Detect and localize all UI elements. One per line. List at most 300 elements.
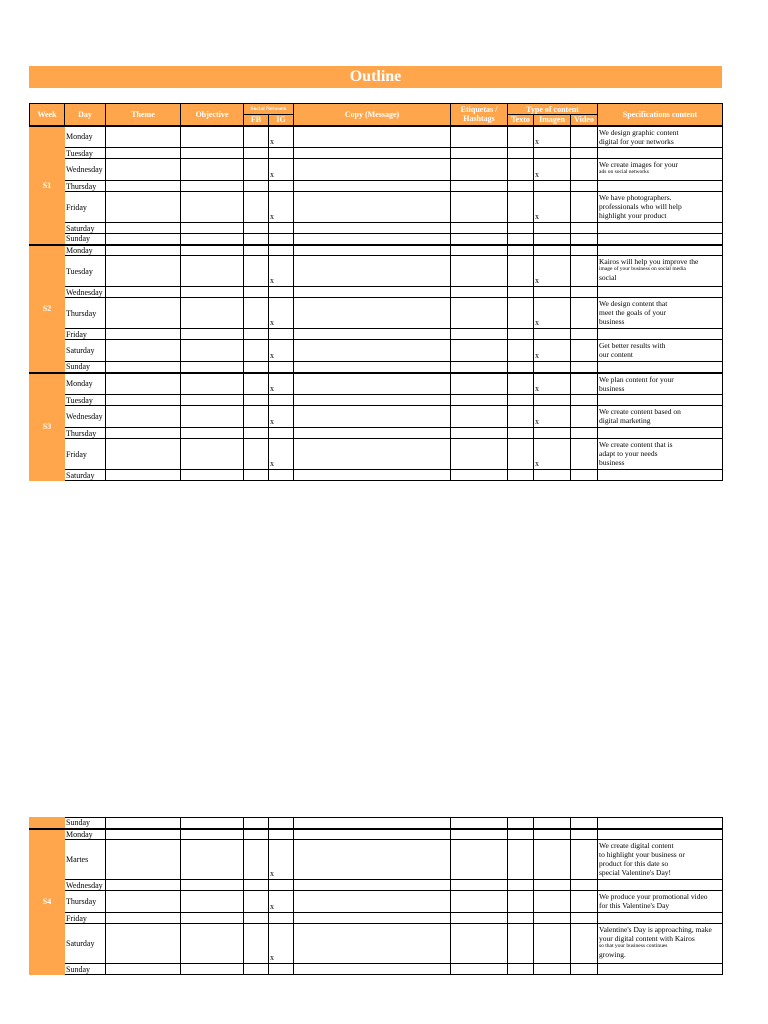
ig-cell: x (269, 340, 294, 362)
theme-cell (106, 181, 181, 192)
copy-cell (294, 406, 451, 428)
fb-cell (244, 223, 269, 234)
theme-cell (106, 126, 181, 148)
fb-cell (244, 880, 269, 891)
fb-cell (244, 470, 269, 481)
spec-line: meet the goals of your (599, 308, 667, 317)
spec-line: We design content that (599, 299, 668, 308)
objective-cell (181, 373, 244, 395)
copy-cell (294, 373, 451, 395)
day-cell: Saturday (65, 340, 106, 362)
spec-line: We produce your promotional video (599, 892, 708, 901)
week-label: S2 (30, 245, 65, 373)
ig-cell: x (269, 298, 294, 329)
copy-cell (294, 181, 451, 192)
spec-cell (598, 340, 723, 362)
objective-cell (181, 234, 244, 245)
texto-cell (508, 256, 534, 287)
week-label: S3 (30, 373, 65, 481)
ig-cell (269, 470, 294, 481)
texto-cell (508, 287, 534, 298)
video-cell (571, 245, 598, 256)
ig-cell (269, 181, 294, 192)
table-row (30, 891, 723, 913)
table-row (30, 223, 723, 234)
fb-cell (244, 924, 269, 964)
day-cell: Tuesday (65, 256, 106, 287)
imagen-cell (534, 913, 571, 924)
ig-cell (269, 329, 294, 340)
table-row (30, 818, 723, 829)
spec-line: We create content based on (599, 407, 681, 416)
video-cell (571, 287, 598, 298)
hashtags-cell (451, 395, 508, 406)
fb-cell (244, 159, 269, 181)
texto-cell (508, 880, 534, 891)
spec-cell (598, 192, 723, 223)
video-cell (571, 256, 598, 287)
fb-cell (244, 964, 269, 975)
objective-cell (181, 362, 244, 373)
objective-cell (181, 829, 244, 840)
texto-cell (508, 245, 534, 256)
texto-cell (508, 181, 534, 192)
texto-cell (508, 234, 534, 245)
spec-cell (598, 406, 723, 428)
ig-cell: x (269, 126, 294, 148)
texto-cell (508, 829, 534, 840)
spec-cell (598, 439, 723, 470)
theme-cell (106, 256, 181, 287)
table-row (30, 340, 723, 362)
table-row (30, 913, 723, 924)
spec-cell (598, 159, 723, 181)
spec-cell (598, 234, 723, 245)
spec-cell (598, 298, 723, 329)
page-title: Outline (29, 66, 722, 88)
texto-cell (508, 428, 534, 439)
spec-line: business (599, 317, 625, 326)
day-cell: Thursday (65, 428, 106, 439)
table-row (30, 126, 723, 148)
imagen-cell: x (534, 159, 571, 181)
spec-cell (598, 829, 723, 840)
video-cell (571, 880, 598, 891)
table-row (30, 373, 723, 395)
objective-cell (181, 924, 244, 964)
texto-cell (508, 329, 534, 340)
imagen-cell (534, 428, 571, 439)
spec-line: We create images for your (599, 160, 678, 169)
header-social-network: Social Network (244, 104, 294, 115)
theme-cell (106, 829, 181, 840)
week-label: S4 (30, 829, 65, 975)
video-cell (571, 329, 598, 340)
copy-cell (294, 428, 451, 439)
objective-cell (181, 287, 244, 298)
hashtags-cell (451, 406, 508, 428)
spec-line: We have photographers. (599, 193, 672, 202)
hashtags-cell (451, 148, 508, 159)
spec-line: business (599, 383, 625, 393)
theme-cell (106, 373, 181, 395)
hashtags-cell (451, 159, 508, 181)
video-cell (571, 340, 598, 362)
day-cell: Tuesday (65, 148, 106, 159)
spec-cell (598, 470, 723, 481)
texto-cell (508, 924, 534, 964)
table-row (30, 924, 723, 964)
table-row (30, 829, 723, 840)
texto-cell (508, 340, 534, 362)
objective-cell (181, 329, 244, 340)
day-cell: Monday (65, 373, 106, 395)
table-row (30, 439, 723, 470)
theme-cell (106, 913, 181, 924)
theme-cell (106, 439, 181, 470)
copy-cell (294, 880, 451, 891)
spec-cell (598, 287, 723, 298)
spec-cell (598, 818, 723, 829)
table-row (30, 880, 723, 891)
ig-cell: x (269, 192, 294, 223)
hashtags-cell (451, 287, 508, 298)
hashtags-cell (451, 256, 508, 287)
header-copy: Copy (Message) (294, 104, 451, 126)
spec-line: for this Valentine's Day (599, 901, 670, 910)
hashtags-cell (451, 880, 508, 891)
day-cell: Monday (65, 829, 106, 840)
ig-cell (269, 880, 294, 891)
imagen-cell (534, 148, 571, 159)
imagen-cell (534, 924, 571, 964)
fb-cell (244, 373, 269, 395)
hashtags-cell (451, 924, 508, 964)
copy-cell (294, 245, 451, 256)
imagen-cell (534, 245, 571, 256)
video-cell (571, 924, 598, 964)
header-video: Video (571, 115, 598, 126)
hashtags-cell (451, 891, 508, 913)
objective-cell (181, 439, 244, 470)
spec-line: professionals who will help (599, 202, 682, 211)
spec-line: Valentine's Day is approaching, make (599, 925, 712, 934)
fb-cell (244, 891, 269, 913)
imagen-cell (534, 234, 571, 245)
table-row (30, 362, 723, 373)
objective-cell (181, 340, 244, 362)
day-cell: Wednesday (65, 406, 106, 428)
theme-cell (106, 924, 181, 964)
video-cell (571, 148, 598, 159)
imagen-cell: x (534, 406, 571, 428)
copy-cell (294, 223, 451, 234)
fb-cell (244, 840, 269, 880)
spec-cell (598, 148, 723, 159)
hashtags-cell (451, 964, 508, 975)
imagen-cell (534, 829, 571, 840)
day-cell: Sunday (65, 234, 106, 245)
spec-line: We create digital content (599, 841, 674, 850)
spec-line: business (599, 458, 625, 467)
hashtags-cell (451, 329, 508, 340)
table-body (30, 126, 723, 481)
imagen-cell (534, 880, 571, 891)
day-cell: Friday (65, 439, 106, 470)
header-day: Day (65, 104, 106, 126)
theme-cell (106, 340, 181, 362)
theme-cell (106, 470, 181, 481)
spec-cell (598, 840, 723, 880)
ig-cell (269, 245, 294, 256)
texto-cell (508, 913, 534, 924)
ig-cell (269, 913, 294, 924)
objective-cell (181, 406, 244, 428)
hashtags-cell (451, 428, 508, 439)
fb-cell (244, 181, 269, 192)
texto-cell (508, 395, 534, 406)
hashtags-cell (451, 181, 508, 192)
header-specs: Specifications content (598, 104, 723, 126)
objective-cell (181, 245, 244, 256)
video-cell (571, 126, 598, 148)
day-cell: Wednesday (65, 159, 106, 181)
copy-cell (294, 924, 451, 964)
copy-cell (294, 234, 451, 245)
imagen-cell: x (534, 439, 571, 470)
day-cell: Sunday (65, 964, 106, 975)
texto-cell (508, 406, 534, 428)
spec-cell (598, 362, 723, 373)
theme-cell (106, 223, 181, 234)
hashtags-cell (451, 223, 508, 234)
week-label-carry (30, 818, 65, 829)
fb-cell (244, 126, 269, 148)
texto-cell (508, 192, 534, 223)
day-cell: Sunday (65, 362, 106, 373)
fb-cell (244, 340, 269, 362)
table-row (30, 148, 723, 159)
texto-cell (508, 298, 534, 329)
spec-cell (598, 964, 723, 975)
spec-cell (598, 913, 723, 924)
video-cell (571, 829, 598, 840)
spec-cell (598, 395, 723, 406)
spec-line: special Valentine's Day! (599, 868, 672, 877)
ig-cell (269, 818, 294, 829)
objective-cell (181, 256, 244, 287)
theme-cell (106, 362, 181, 373)
content-calendar-table-page2 (29, 817, 723, 975)
imagen-cell (534, 891, 571, 913)
video-cell (571, 234, 598, 245)
fb-cell (244, 913, 269, 924)
table-row (30, 287, 723, 298)
table-row (30, 329, 723, 340)
ig-cell (269, 234, 294, 245)
video-cell (571, 840, 598, 880)
spec-cell (598, 181, 723, 192)
table-row (30, 256, 723, 287)
day-cell: Wednesday (65, 880, 106, 891)
imagen-cell (534, 287, 571, 298)
ig-cell (269, 287, 294, 298)
objective-cell (181, 880, 244, 891)
fb-cell (244, 818, 269, 829)
fb-cell (244, 329, 269, 340)
week-label: S1 (30, 126, 65, 245)
hashtags-cell (451, 373, 508, 395)
copy-cell (294, 126, 451, 148)
table-row (30, 245, 723, 256)
copy-cell (294, 395, 451, 406)
theme-cell (106, 428, 181, 439)
fb-cell (244, 362, 269, 373)
copy-cell (294, 891, 451, 913)
spec-line: highlight your product (599, 211, 667, 220)
copy-cell (294, 964, 451, 975)
spec-cell (598, 880, 723, 891)
texto-cell (508, 159, 534, 181)
spec-cell (598, 223, 723, 234)
video-cell (571, 373, 598, 395)
objective-cell (181, 192, 244, 223)
hashtags-cell (451, 840, 508, 880)
video-cell (571, 223, 598, 234)
theme-cell (106, 148, 181, 159)
day-cell: Saturday (65, 924, 106, 964)
spec-cell (598, 924, 723, 964)
fb-cell (244, 148, 269, 159)
objective-cell (181, 223, 244, 234)
texto-cell (508, 373, 534, 395)
objective-cell (181, 891, 244, 913)
texto-cell (508, 223, 534, 234)
texto-cell (508, 818, 534, 829)
imagen-cell (534, 329, 571, 340)
spec-line: We create content that is (599, 440, 673, 449)
table-row (30, 964, 723, 975)
fb-cell (244, 245, 269, 256)
ig-cell (269, 964, 294, 975)
spec-cell (598, 373, 723, 395)
copy-cell (294, 913, 451, 924)
table-row (30, 159, 723, 181)
table-row (30, 298, 723, 329)
ig-cell: x (269, 256, 294, 287)
hashtags-cell (451, 126, 508, 148)
objective-cell (181, 148, 244, 159)
ig-cell (269, 428, 294, 439)
theme-cell (106, 298, 181, 329)
table-body-page2 (30, 818, 723, 975)
day-cell: Friday (65, 329, 106, 340)
video-cell (571, 891, 598, 913)
day-cell: Saturday (65, 223, 106, 234)
copy-cell (294, 159, 451, 181)
objective-cell (181, 181, 244, 192)
day-cell: Thursday (65, 181, 106, 192)
fb-cell (244, 287, 269, 298)
copy-cell (294, 256, 451, 287)
ig-cell: x (269, 924, 294, 964)
ig-cell (269, 395, 294, 406)
copy-cell (294, 340, 451, 362)
spec-line: Kairos will help you improve the (599, 257, 699, 266)
spec-line: product for this date so (599, 859, 669, 868)
spec-line: growing. (599, 950, 626, 959)
header-fb: FB (244, 115, 269, 126)
theme-cell (106, 234, 181, 245)
video-cell (571, 818, 598, 829)
hashtags-cell (451, 818, 508, 829)
objective-cell (181, 159, 244, 181)
texto-cell (508, 126, 534, 148)
ig-cell (269, 223, 294, 234)
spec-cell (598, 329, 723, 340)
video-cell (571, 439, 598, 470)
video-cell (571, 192, 598, 223)
copy-cell (294, 439, 451, 470)
theme-cell (106, 406, 181, 428)
objective-cell (181, 818, 244, 829)
theme-cell (106, 818, 181, 829)
day-cell: Saturday (65, 470, 106, 481)
texto-cell (508, 148, 534, 159)
ig-cell (269, 362, 294, 373)
day-cell: Thursday (65, 891, 106, 913)
ig-cell (269, 148, 294, 159)
day-cell: Tuesday (65, 395, 106, 406)
imagen-cell (534, 818, 571, 829)
video-cell (571, 395, 598, 406)
spec-line: social (599, 273, 617, 282)
table-row (30, 181, 723, 192)
video-cell (571, 964, 598, 975)
spec-line-small: so that your business continues (599, 943, 668, 949)
day-cell: Sunday (65, 818, 106, 829)
objective-cell (181, 913, 244, 924)
fb-cell (244, 439, 269, 470)
theme-cell (106, 287, 181, 298)
imagen-cell: x (534, 192, 571, 223)
copy-cell (294, 829, 451, 840)
imagen-cell (534, 181, 571, 192)
header-objective: Objective (181, 104, 244, 126)
objective-cell (181, 298, 244, 329)
ig-cell: x (269, 891, 294, 913)
day-cell: Wednesday (65, 287, 106, 298)
objective-cell (181, 395, 244, 406)
spec-line: your digital content with Kairos (599, 934, 695, 943)
table-row (30, 395, 723, 406)
hashtags-cell (451, 245, 508, 256)
hashtags-cell (451, 913, 508, 924)
spec-line: Get better results with (599, 341, 666, 350)
ig-cell: x (269, 439, 294, 470)
theme-cell (106, 245, 181, 256)
spec-line: to highlight your business or (599, 850, 685, 859)
header-imagen: Imagen (534, 115, 571, 126)
imagen-cell: x (534, 340, 571, 362)
objective-cell (181, 126, 244, 148)
texto-cell (508, 964, 534, 975)
hashtags-cell (451, 340, 508, 362)
texto-cell (508, 470, 534, 481)
imagen-cell (534, 964, 571, 975)
texto-cell (508, 840, 534, 880)
spec-cell (598, 126, 723, 148)
